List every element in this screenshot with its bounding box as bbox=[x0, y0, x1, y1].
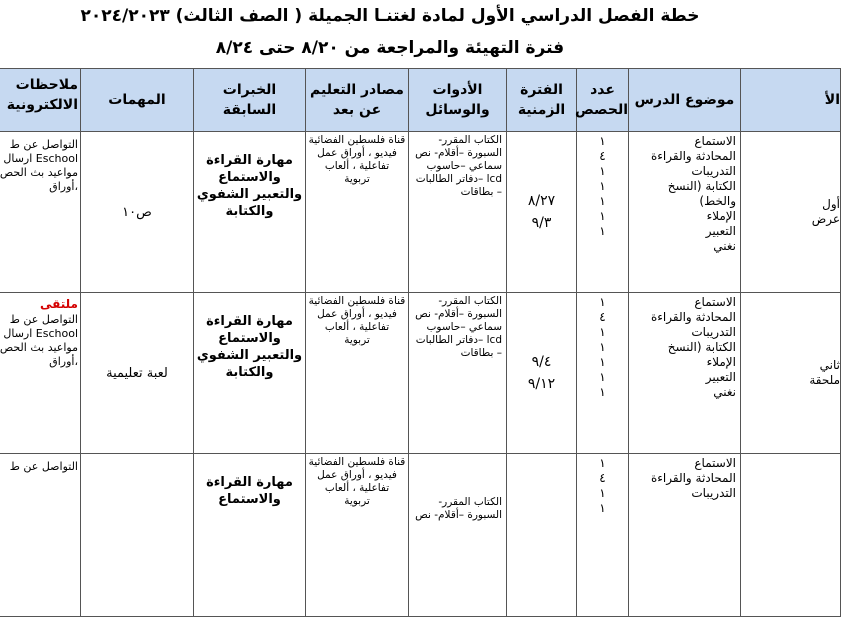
cell-line: ١ bbox=[599, 325, 606, 339]
plan-subtitle: فترة التهيئة والمراجعة من ٨/٢٠ حتى ٨/٢٤ bbox=[215, 38, 565, 58]
cell-remote-sources bbox=[306, 132, 409, 293]
cell-line: ،أوراق bbox=[49, 180, 78, 193]
cell-period bbox=[507, 132, 577, 293]
cell-line: التواصل عن ط bbox=[9, 138, 78, 151]
cell-line: المحادثة والقراءة bbox=[650, 471, 736, 485]
cell-line: تفاعلية ، ألعاب bbox=[324, 321, 390, 333]
cell-line: ١ bbox=[599, 194, 606, 208]
cell-lesson-count bbox=[577, 454, 629, 617]
cell-line: Eschool ارسال bbox=[3, 152, 78, 165]
header-tasks: المهمات bbox=[81, 69, 194, 132]
period-date: ٨/٢٧ bbox=[527, 193, 556, 209]
cell-line: ١ bbox=[599, 295, 606, 309]
cell-line: ١ bbox=[599, 456, 606, 470]
cell-line: ٤ bbox=[599, 149, 606, 163]
cell-line: السبورة –أقلام- نص bbox=[415, 509, 502, 521]
cell-line: ١ bbox=[599, 370, 606, 384]
cell-line: الكتاب المقرر- bbox=[438, 295, 502, 307]
cell-lesson-topic bbox=[629, 132, 741, 293]
notes-title: ملتقى bbox=[39, 297, 78, 311]
cell-line: والاستماع bbox=[218, 492, 281, 507]
cell-line: المحادثة والقراءة bbox=[650, 149, 736, 163]
week-label: ثاني bbox=[819, 358, 840, 372]
cell-line: Eschool ارسال bbox=[3, 327, 78, 340]
cell-line: التعبير bbox=[705, 224, 736, 238]
cell-line: الإملاء bbox=[706, 355, 736, 369]
cell-line: فيديو ، أوراق عمل bbox=[317, 469, 397, 481]
cell-line: المحادثة والقراءة bbox=[650, 310, 736, 324]
cell-tasks: ص١٠ bbox=[81, 132, 194, 293]
cell-line: الكتاب المقرر- bbox=[438, 134, 502, 146]
cell-line: التواصل عن ط bbox=[9, 460, 78, 473]
cell-notes bbox=[0, 454, 81, 617]
cell-tools bbox=[409, 132, 507, 293]
period-date: ٩/١٢ bbox=[527, 376, 556, 392]
cell-tasks bbox=[81, 454, 194, 617]
cell-line: السبورة –أقلام- نص bbox=[415, 147, 502, 159]
cell-line: التدريبات bbox=[691, 486, 736, 500]
cell-line: نغني bbox=[713, 239, 736, 253]
cell-line: ١ bbox=[599, 224, 606, 238]
cell-line: والتعبير الشفوي bbox=[196, 348, 303, 363]
cell-line: سماعي –حاسوب bbox=[426, 160, 502, 172]
cell-prior-experience bbox=[194, 293, 306, 454]
cell-line: – بطاقات bbox=[460, 186, 502, 198]
cell-line: ٤ bbox=[599, 471, 606, 485]
cell-remote-sources bbox=[306, 454, 409, 617]
header-row bbox=[0, 69, 841, 132]
week-label: عرض bbox=[811, 212, 840, 226]
cell-line: السبورة –أقلام- نص bbox=[415, 308, 502, 320]
cell-period bbox=[507, 293, 577, 454]
cell-line: مهارة القراءة bbox=[206, 153, 293, 168]
cell-tools bbox=[409, 293, 507, 454]
period-date: ٩/٣ bbox=[531, 215, 552, 231]
table-row bbox=[0, 293, 841, 454]
table-row bbox=[0, 454, 841, 617]
cell-lesson-topic bbox=[629, 454, 741, 617]
cell-line: الاستماع bbox=[694, 295, 736, 309]
cell-prior-experience bbox=[194, 454, 306, 617]
cell-line: والاستماع bbox=[218, 170, 281, 185]
cell-line: الاستماع bbox=[694, 134, 736, 148]
cell-line: الاستماع bbox=[694, 456, 736, 470]
header-tools: الأدوات والوسائل bbox=[409, 69, 507, 132]
cell-lesson-topic bbox=[629, 293, 741, 454]
cell-line: تربوية bbox=[344, 495, 370, 507]
header-remote-sources: مصادر التعليم عن بعد bbox=[306, 69, 409, 132]
cell-line: التدريبات bbox=[691, 325, 736, 339]
cell-line: – بطاقات bbox=[460, 347, 502, 359]
cell-line: ١ bbox=[599, 486, 606, 500]
cell-week bbox=[741, 454, 841, 617]
cell-period bbox=[507, 454, 577, 617]
week-label: أول bbox=[822, 197, 840, 211]
header-lesson-topic: موضوع الدرس bbox=[629, 69, 741, 132]
cell-line: فيديو ، أوراق عمل bbox=[317, 147, 397, 159]
cell-tasks: لعبة تعليمية bbox=[81, 293, 194, 454]
cell-line: ١ bbox=[599, 179, 606, 193]
header-week: الأ bbox=[741, 69, 841, 132]
cell-notes bbox=[0, 132, 81, 293]
cell-prior-experience bbox=[194, 132, 306, 293]
cell-line: ٤ bbox=[599, 310, 606, 324]
cell-line: سماعي –حاسوب bbox=[426, 321, 502, 333]
cell-tools bbox=[409, 454, 507, 617]
cell-week bbox=[741, 293, 841, 454]
cell-line: ١ bbox=[599, 134, 606, 148]
cell-line: ١ bbox=[599, 501, 606, 515]
header-period: الفترة الزمنية bbox=[507, 69, 577, 132]
cell-line: ١ bbox=[599, 209, 606, 223]
cell-line: قناة فلسطين الفضائية bbox=[308, 134, 406, 146]
cell-line: نغني bbox=[713, 385, 736, 399]
cell-line: ،أوراق bbox=[49, 355, 78, 368]
table-row bbox=[0, 132, 841, 293]
cell-line: مواعيد بث الحص bbox=[0, 166, 78, 179]
cell-line: الإملاء bbox=[706, 209, 736, 223]
cell-line: فيديو ، أوراق عمل bbox=[317, 308, 397, 320]
cell-line: والتعبير الشفوي bbox=[196, 187, 303, 202]
cell-line: والاستماع bbox=[218, 331, 281, 346]
cell-line: التواصل عن ط bbox=[9, 313, 78, 326]
cell-line: مهارة القراءة bbox=[206, 314, 293, 329]
cell-line: والكتابة bbox=[225, 365, 274, 380]
cell-line: ١ bbox=[599, 355, 606, 369]
cell-line: مواعيد بث الحص bbox=[0, 341, 78, 354]
cell-line: قناة فلسطين الفضائية bbox=[308, 295, 406, 307]
cell-line: lcd –دفاتر الطالبات bbox=[415, 334, 502, 346]
period-date: ٩/٤ bbox=[531, 354, 552, 370]
cell-line: تربوية bbox=[344, 334, 370, 346]
cell-lesson-count bbox=[577, 132, 629, 293]
cell-line: والكتابة bbox=[225, 204, 274, 219]
cell-lesson-count bbox=[577, 293, 629, 454]
cell-week bbox=[741, 132, 841, 293]
cell-line: ١ bbox=[599, 340, 606, 354]
cell-line: التدريبات bbox=[691, 164, 736, 178]
lesson-plan-table bbox=[0, 68, 841, 617]
cell-notes bbox=[0, 293, 81, 454]
cell-line: التعبير bbox=[705, 370, 736, 384]
cell-line: الكتابة (النسخ bbox=[667, 340, 736, 354]
cell-line: تفاعلية ، ألعاب bbox=[324, 160, 390, 172]
cell-line: قناة فلسطين الفضائية bbox=[308, 456, 406, 468]
cell-line: ١ bbox=[599, 385, 606, 399]
cell-line: مهارة القراءة bbox=[206, 475, 293, 490]
plan-title: خطة الفصل الدراسي الأول لمادة لغتنـا الجميلة ( الصف الثالث) ٢٠٢٤/٢٠٢٣ bbox=[80, 6, 700, 26]
cell-line: الكتاب المقرر- bbox=[438, 496, 502, 508]
cell-line: ١ bbox=[599, 164, 606, 178]
header-lesson-count: عدد الحصص bbox=[577, 69, 629, 132]
cell-line: تفاعلية ، ألعاب bbox=[324, 482, 390, 494]
cell-line: الكتابة (النسخ والخط) bbox=[667, 179, 736, 208]
cell-line: lcd –دفاتر الطالبات bbox=[415, 173, 502, 185]
week-label: ملحقة bbox=[809, 373, 840, 387]
cell-line: تربوية bbox=[344, 173, 370, 185]
header-notes: ملاحظات الالكترونية bbox=[0, 69, 81, 132]
header-prior-experience: الخبرات السابقة bbox=[194, 69, 306, 132]
cell-remote-sources bbox=[306, 293, 409, 454]
